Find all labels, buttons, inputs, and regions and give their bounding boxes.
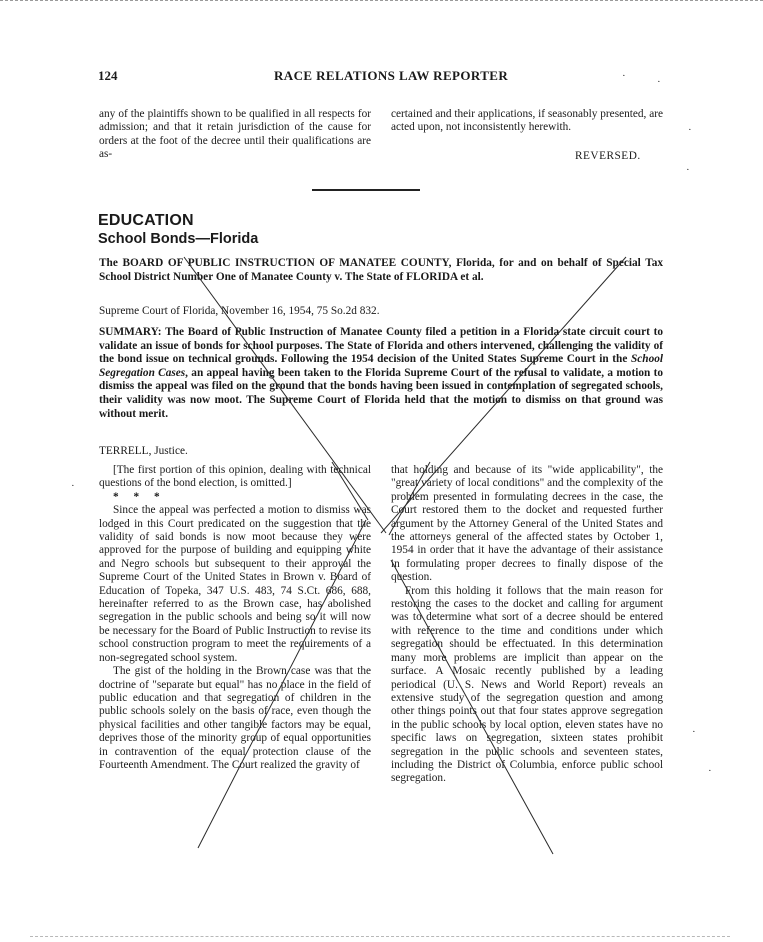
section-title: EDUCATION <box>98 212 194 229</box>
opinion-column-right <box>391 464 663 786</box>
opinion-paragraph: [The first portion of this opinion, dealing with technical questions of the bond election, is omitted.] <box>99 464 371 490</box>
opinion-column-left <box>99 464 371 772</box>
page-number: 124 <box>98 68 118 83</box>
opinion-paragraph: Since the appeal was perfected a motion to dismiss was lodged in this Court predicated on the suggestion that the validity of said bonds is now moot because they were approved for the purpose of building and equipping white and Negro schools but subsequent to their approval the Supreme Court of the United States in Brown v. Board of Education of Topeka, 347 U.S. 483, 74 S.Ct. 686, 688, hereinafter referred to as the Brown case, has abolished segregation in the public schools and being so it will now be necessary for the Board of Public Instruction to revise its school construction program to meet the requirements of a non-segregated school system. <box>99 504 371 664</box>
summary-text-part2: , an appeal having been taken to the Florida Supreme Court of the refusal to validate, a motion to dismiss the appeal was filed on the ground that the bonds having been issued in contemplation of segregated schools, their validity was now moot. The Supreme Court of Florida held that the motion to dismiss on that ground was without merit. <box>99 366 663 420</box>
scan-speck: · <box>692 726 696 738</box>
opinion-paragraph: From this holding it follows that the main reason for restoring the cases to the docket and calling for argument was to determine what sort of a decree should be entered with reference to the time and conditions under which segregation should be effectuated. In this determination many more problems are implicit than appear on the surface. A Mosaic recently published by a leading periodical (U. S. News and World Report) reveals an extensive study of the segregation question and among other things points out that four states approve segregation in the public schools by local option, eleven states have no specific laws on segregation, sixteen states prohibit segregation in the public schools and seventeen states, including the District of Columbia, enforce public school segregation. <box>391 584 663 785</box>
summary-label: SUMMARY: <box>99 326 162 338</box>
scan-speck: · <box>686 164 690 176</box>
disposition-reversed: REVERSED. <box>575 150 641 162</box>
bottom-scan-border <box>30 936 730 937</box>
running-title: RACE RELATIONS LAW REPORTER <box>274 68 509 83</box>
section-subtitle: School Bonds—Florida <box>98 231 259 247</box>
page-header <box>98 68 663 88</box>
continued-paragraph-right: certained and their applications, if seasonably presented, are acted upon, not inconsistently herewith. <box>391 108 663 134</box>
continued-text-left <box>99 108 371 162</box>
case-caption: The BOARD OF PUBLIC INSTRUCTION OF MANATEE COUNTY, Florida, for and on behalf of Special Tax School District Number One of Manatee County v. The State of FLORIDA et al. <box>99 257 663 283</box>
scan-speck: · <box>657 76 661 88</box>
case-citation: Supreme Court of Florida, November 16, 1954, 75 So.2d 832. <box>99 305 380 317</box>
continued-text-right <box>391 108 663 135</box>
scan-speck: · <box>622 70 626 82</box>
opinion-author: TERRELL, Justice. <box>99 445 188 457</box>
opinion-paragraph: The gist of the holding in the Brown case was that the doctrine of "separate but equal" has no place in the field of public education and that segregation of children in the public schools solely on the basis of race, even though the physical facilities and other tangible factors may be equal, deprives those of the minority group of equal opportunities in contravention of the equal protection clause of the Fourteenth Amendment. The Court realized the gravity of <box>99 665 371 771</box>
case-summary <box>99 326 663 421</box>
summary-cases-name: School Segregation Cases <box>99 353 663 379</box>
top-scan-border <box>0 0 763 1</box>
scan-speck: · <box>708 765 712 777</box>
opinion-paragraph: that holding and because of its "wide applicability", the "great variety of local conditions" and the complexity of the problem presented in formulating decrees in the case, the Court restored them to the docket and requested further argument by the Attorney General of the United States and the attorneys general of the affected states by October 1, 1954 in order that it have the advantage of their assistance in formulating proper decrees to finally dispose of the question. <box>391 464 663 584</box>
omission-mark: * * * <box>113 490 166 503</box>
section-divider <box>312 189 420 191</box>
scan-speck: · <box>688 124 692 136</box>
summary-text-part1: The Board of Public Instruction of Manatee County filed a petition in a Florida state circuit court to validate an issue of bonds for school purposes. The State of Florida and others intervened, challenging the validity of the bond issue on technical grounds. Following the 1954 decision of the United States Supreme Court in the <box>99 326 664 366</box>
scan-speck: · <box>71 480 75 492</box>
continued-paragraph-left: any of the plaintiffs shown to be qualified in all respects for admission; and that it retain jurisdiction of the cause for orders at the foot of the decree until their qualifications are as- <box>99 108 371 161</box>
